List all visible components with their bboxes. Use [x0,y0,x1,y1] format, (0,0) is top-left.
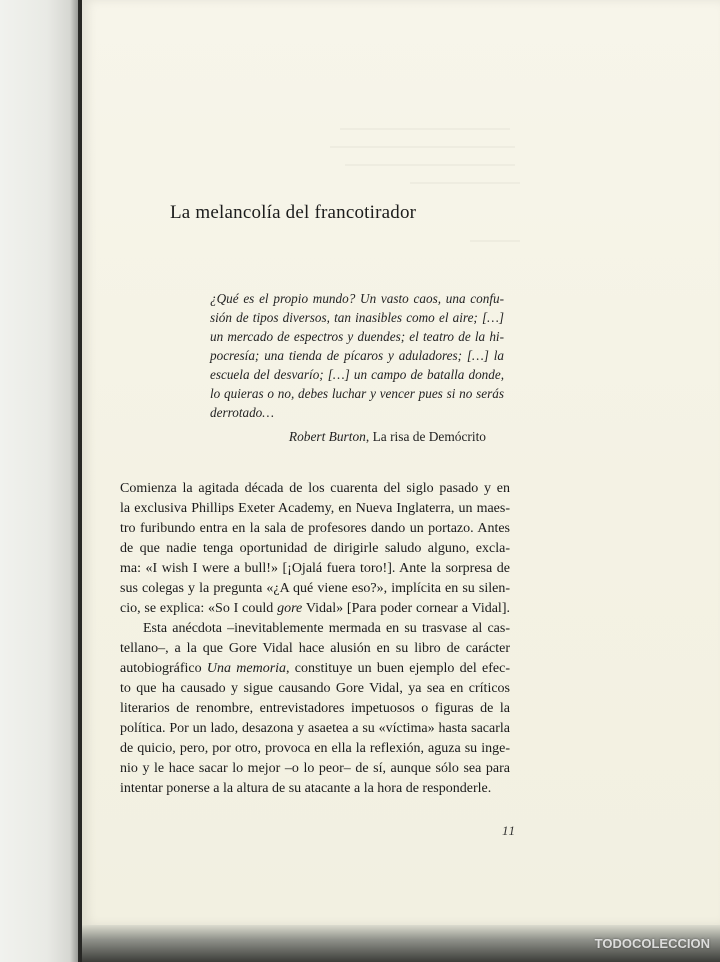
body-line: intentar ponerse a la altura de su atacante a la hora de responderle. [120,781,492,796]
epigraph-attribution: Robert Burton, La risa de Demócrito [288,429,486,444]
epigraph-line: lo quieras o no, debes luchar y vencer pues si no serás [210,386,504,401]
epigraph-author: Robert Burton [288,429,366,444]
body-line: Comienza la agitada década de los cuarenta del siglo pasado y en [120,481,510,496]
body-line: ma: «I wish I were a bull!» [¡Ojalá fuera toro!]. Ante la sorpresa de [120,561,510,576]
epigraph-line: sión de tipos diversos, tan inasibles como el aire; […] [210,310,504,325]
epigraph [210,289,504,422]
body-text-segment: Vidal» [Para poder cornear a Vidal]. [302,601,510,616]
body-text-segment: , constituye un buen ejemplo del efec- [286,661,510,676]
body-emphasis: gore [277,601,303,616]
watermark-logo: TODOCOLECCION [594,936,710,951]
body-line: literarios de renombre, entrevistadores impetuosos o figuras de la [120,701,510,716]
body-line: tro furibundo entra en la sala de profesores dando un portazo. Antes [120,521,510,536]
body-line: Esta anécdota –inevitablemente mermada en su trasvase al cas- [143,621,510,636]
epigraph-line: ¿Qué es el propio mundo? Un vasto caos, una confu- [210,291,504,306]
body-line: la exclusiva Phillips Exeter Academy, en Nueva Inglaterra, un maes- [120,501,510,516]
epigraph-line: un mercado de espectros y duendes; el teatro de la hi- [210,329,504,344]
epigraph-source: La risa de Demócrito [372,429,486,444]
book-title-emphasis: Una memoria [206,661,287,676]
chapter-title: La melancolía del francotirador [170,202,417,223]
left-page-edge [0,0,78,962]
epigraph-line: derrotado… [210,405,274,420]
body-line [120,599,510,619]
body-text-segment: cio, se explica: «So I could [120,601,278,616]
body-line [120,659,510,679]
page-number: 11 [501,823,516,838]
body-line: de que nadie tenga oportunidad de dirigirle saludo alguno, excla- [120,541,510,556]
body-text-segment: autobiográfico [120,661,207,676]
body-line: to que ha causado y sigue causando Gore Vidal, ya sea en críticos [120,681,510,696]
body-line: de quicio, pero, por otro, provoca en ella la reflexión, aguza su inge- [120,741,510,756]
body-line: nio y le hace sacar lo mejor –o lo peor– de sí, aunque sólo sea para [120,761,510,776]
body-line: política. Por un lado, desazona y asaetea a su «víctima» hasta sacarla [120,721,510,736]
epigraph-line: escuela del desvarío; […] un campo de batalla donde, [210,367,504,382]
body-line: sus colegas y la pregunta «¿A qué viene eso?», implícita en su silen- [120,581,510,596]
body-line: tellano–, a la que Gore Vidal hace alusión en su libro de carácter [120,641,510,656]
body-text [120,479,510,799]
epigraph-line: pocresía; una tienda de pícaros y aduladores; […] la [210,348,504,363]
